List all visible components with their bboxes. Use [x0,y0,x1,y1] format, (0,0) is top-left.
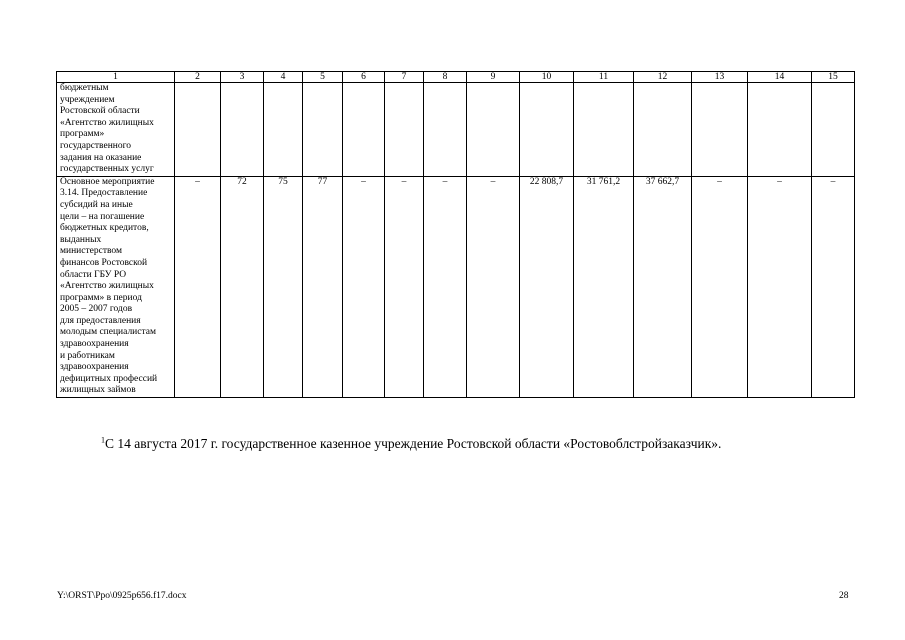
column-number: 3 [221,72,264,83]
table-cell: 31 761,2 [574,176,634,397]
footnote-marker: 1 [101,435,105,445]
footnote-text: С 14 августа 2017 г. государственное казенное учреждение Ростовской области «Ростовоблстройзаказчик». [105,436,722,451]
table-cell [634,83,692,177]
column-number: 10 [520,72,574,83]
table-cell [264,83,303,177]
row-description: бюджетным учреждением Ростовской области «Агентство жилищных программ» государственного задания на оказание государственных услуг [57,83,175,177]
table-cell [748,83,812,177]
column-number: 13 [692,72,748,83]
column-number: 1 [57,72,175,83]
column-number: 14 [748,72,812,83]
column-number: 6 [343,72,385,83]
table-cell: 37 662,7 [634,176,692,397]
row-description: Основное мероприятие 3.14. Предоставление субсидий на иные цели – на погашение бюджетных кредитов, выданных министерством финансов Ростовской области ГБУ РО «Агентство жилищных программ» в период 2005 – 2007 годов для предоставления молодым специалистам здравоохранения и работникам здравоохранения дефицитных профессий жилищных займов [57,176,175,397]
table-cell: – [692,176,748,397]
table-cell: – [748,176,812,397]
column-number: 9 [467,72,520,83]
page-number: 28 [839,591,849,601]
table-cell [221,83,264,177]
footnote [101,436,721,452]
column-number: 8 [424,72,467,83]
table-cell: – [385,176,424,397]
table-cell: – [812,176,855,397]
column-number: 5 [303,72,343,83]
table-cell: 22 808,7 [520,176,574,397]
table-cell [520,83,574,177]
table-cell: 75 [264,176,303,397]
table-cell [692,83,748,177]
column-number: 12 [634,72,692,83]
table-cell [175,83,221,177]
table-cell: 77 [303,176,343,397]
table-cell: – [175,176,221,397]
table-cell [303,83,343,177]
column-number: 4 [264,72,303,83]
table-cell: – [467,176,520,397]
column-number: 7 [385,72,424,83]
column-number: 15 [812,72,855,83]
file-path: Y:\ORST\Ppo\0925p656.f17.docx [57,591,187,601]
table-cell [467,83,520,177]
table-cell: 72 [221,176,264,397]
budget-table [56,71,855,398]
table-cell [574,83,634,177]
column-number: 2 [175,72,221,83]
table-row [57,83,855,177]
table-cell: – [343,176,385,397]
table-row [57,176,855,397]
column-number-row [57,72,855,83]
table-cell: – [424,176,467,397]
column-number: 11 [574,72,634,83]
table-cell [812,83,855,177]
table-cell [343,83,385,177]
table-cell [424,83,467,177]
table-cell [385,83,424,177]
